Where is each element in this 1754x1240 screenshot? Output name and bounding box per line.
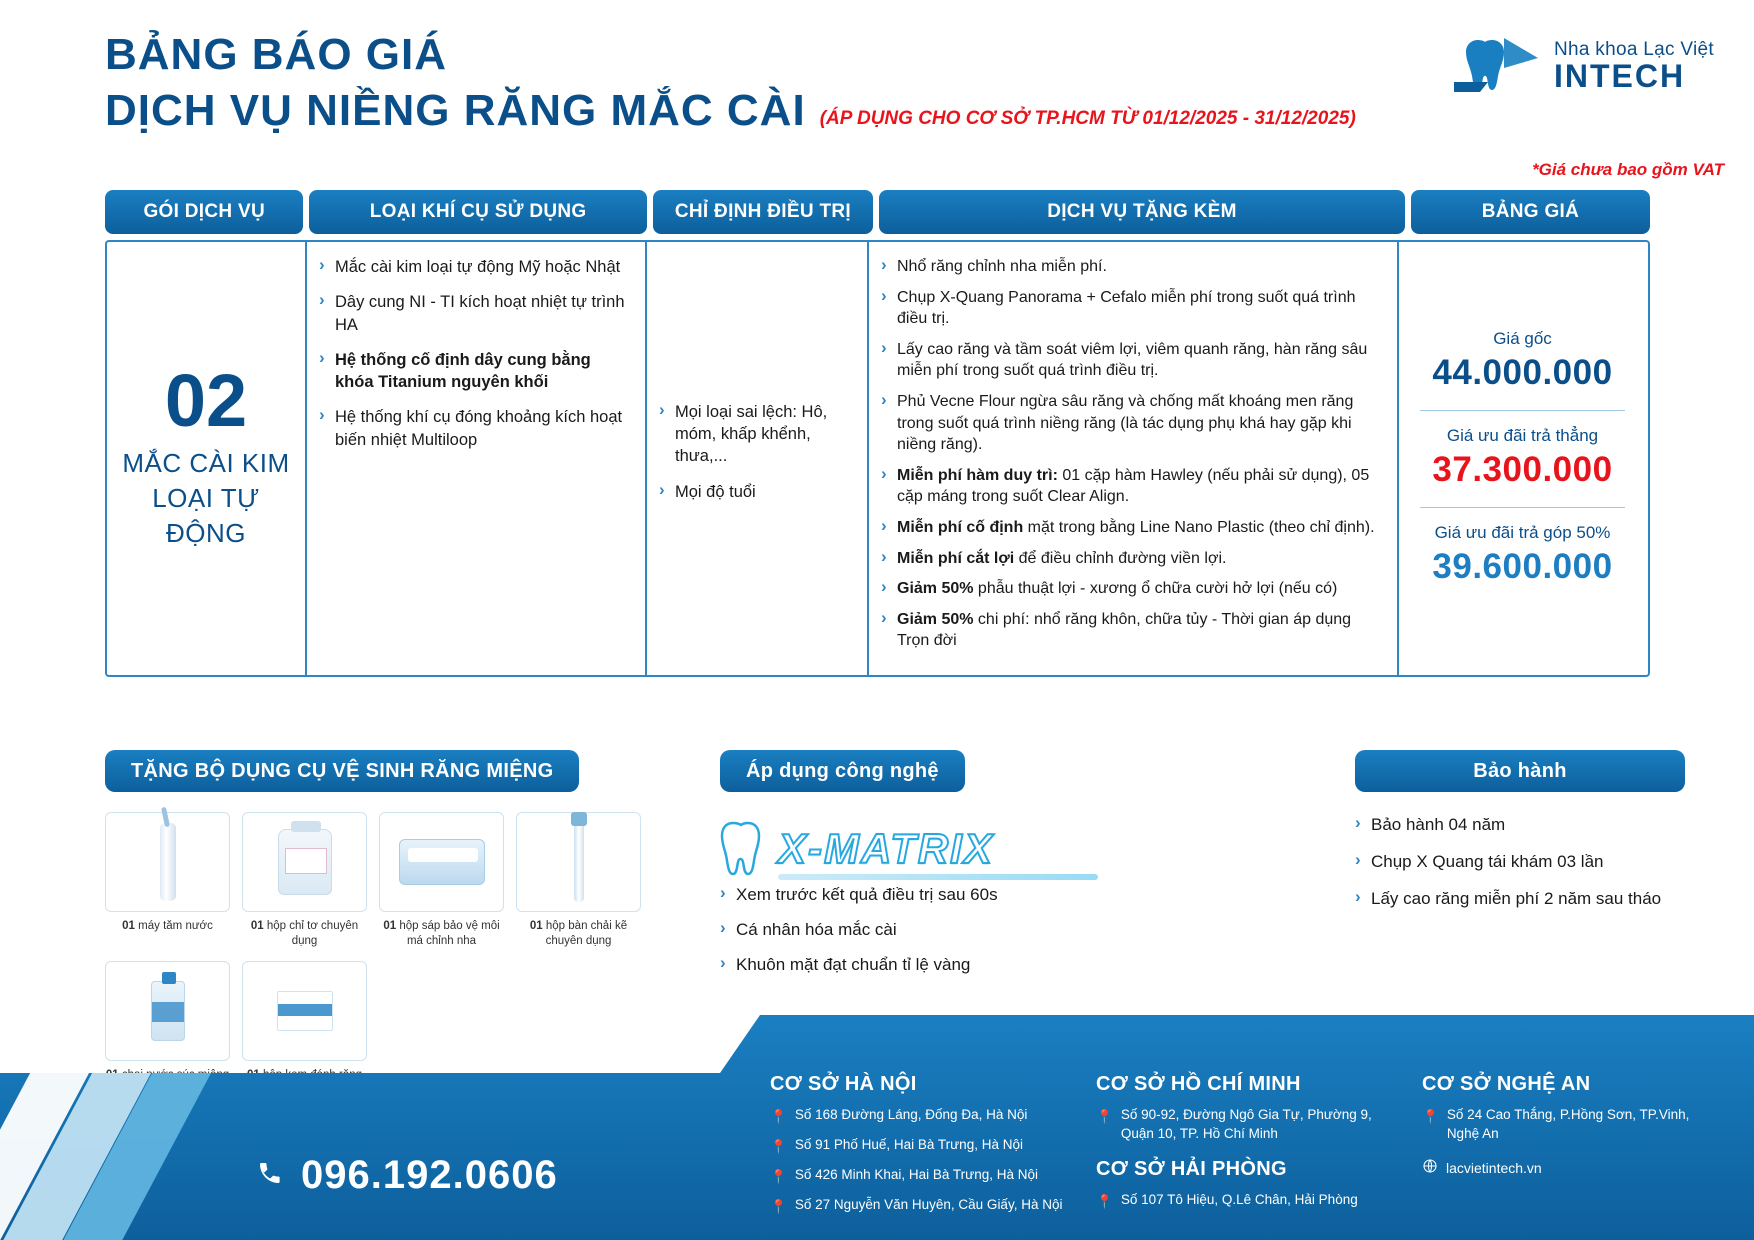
item-qty: 01 bbox=[529, 920, 543, 932]
hygiene-kit-grid bbox=[105, 812, 665, 1098]
mouthwash-bottle-icon bbox=[105, 961, 230, 1061]
list-item: 📍 Số 91 Phố Huế, Hai Bà Trưng, Hà Nội bbox=[770, 1136, 1070, 1157]
list-item: › Miễn phí cố định mặt trong bằng Line Nano Plastic (theo chỉ định). bbox=[881, 517, 1385, 539]
list-item bbox=[105, 812, 230, 949]
branch-title: CƠ SỞ HẢI PHÒNG bbox=[1096, 1158, 1287, 1181]
column-header-package: GÓI DỊCH VỤ bbox=[105, 190, 303, 234]
list-item: › Dây cung NI - TI kích hoạt nhiệt tự trình HA bbox=[319, 291, 633, 336]
logo-brand-name: INTECH bbox=[1553, 58, 1686, 95]
price-installment-label: Giá ưu đãi trả góp 50% bbox=[1434, 523, 1611, 543]
list-item: › Giảm 50% chi phí: nhổ răng khôn, chữa tủy - Thời gian áp dụng Trọn đời bbox=[881, 609, 1385, 652]
list-item: 📍 Số 27 Nguyễn Văn Huyên, Cầu Giấy, Hà Nội bbox=[770, 1196, 1070, 1217]
column-header-pricing: BẢNG GIÁ bbox=[1411, 190, 1650, 234]
cell-appliances bbox=[307, 242, 647, 675]
price-original-value: 44.000.000 bbox=[1432, 353, 1613, 393]
column-header-included-services: DỊCH VỤ TẶNG KÈM bbox=[879, 190, 1405, 234]
list-item: › Lấy cao răng và tầm soát viêm lợi, viêm quanh răng, hàn răng sâu miễn phí trong suốt quá trình điều trị. bbox=[881, 339, 1385, 382]
branch-nghean bbox=[1422, 1073, 1722, 1226]
pin-icon: 📍 bbox=[770, 1169, 787, 1185]
warranty-list bbox=[1355, 814, 1685, 911]
technology-list bbox=[720, 884, 1190, 977]
pin-icon: 📍 bbox=[770, 1199, 787, 1215]
floss-jar-icon bbox=[242, 812, 367, 912]
footer-branches bbox=[770, 1073, 1730, 1226]
list-item: 📍 Số 90-92, Đường Ngô Gia Tự, Phường 9, Quận 10, TP. Hồ Chí Minh bbox=[1096, 1107, 1372, 1142]
branch-hcm-haiphong bbox=[1096, 1073, 1396, 1226]
list-item: › Lấy cao răng miễn phí 2 năm sau tháo bbox=[1355, 888, 1685, 911]
list-item: › Mọi loại sai lệch: Hô, móm, khấp khểnh, thưa,... bbox=[659, 401, 855, 468]
list-item: › Hệ thống khí cụ đóng khoảng kích hoạt biến nhiệt Multiloop bbox=[319, 406, 633, 451]
list-item: › Bảo hành 04 năm bbox=[1355, 814, 1685, 837]
tooth-icon bbox=[720, 820, 772, 878]
branch-hanoi bbox=[770, 1073, 1070, 1226]
list-item: 📍 Số 107 Tô Hiệu, Q.Lê Chân, Hải Phòng bbox=[1096, 1191, 1396, 1212]
item-name: hộp bàn chải kẽ chuyên dụng bbox=[545, 920, 628, 947]
cell-included-services bbox=[869, 242, 1399, 675]
list-item bbox=[379, 812, 504, 949]
divider bbox=[1420, 410, 1625, 411]
column-header-indications: CHỈ ĐỊNH ĐIỀU TRỊ bbox=[653, 190, 873, 234]
pin-icon: 📍 bbox=[1422, 1109, 1439, 1125]
indication-list bbox=[659, 401, 855, 516]
item-name: hộp chỉ tơ chuyên dụng bbox=[266, 920, 359, 947]
pin-icon: 📍 bbox=[770, 1109, 787, 1125]
logo-company-name: Nha khoa Lạc Việt bbox=[1553, 39, 1714, 61]
price-original-label: Giá gốc bbox=[1493, 329, 1552, 349]
list-item: › Mắc cài kim loại tự động Mỹ hoặc Nhật bbox=[319, 256, 633, 278]
tooth-logo-icon bbox=[1452, 36, 1544, 98]
title-block bbox=[105, 30, 1356, 136]
pin-icon: 📍 bbox=[1096, 1109, 1113, 1125]
list-item: › Miễn phí hàm duy trì: 01 cặp hàm Hawley (nếu phải sử dụng), 05 cặp máng trong suốt Clear Align. bbox=[881, 465, 1385, 508]
package-number: 02 bbox=[164, 358, 248, 442]
list-item: › Chụp X Quang tái khám 03 lần bbox=[1355, 851, 1685, 874]
page-subtitle: DỊCH VỤ NIỀNG RĂNG MẮC CÀI bbox=[105, 86, 806, 135]
warranty-title: Bảo hành bbox=[1355, 750, 1685, 792]
poster-header bbox=[0, 0, 1754, 190]
cell-pricing bbox=[1399, 242, 1646, 675]
included-services-list bbox=[881, 256, 1385, 652]
website-text: lacvietintech.vn bbox=[1446, 1159, 1542, 1176]
price-table bbox=[105, 190, 1650, 677]
price-direct-value: 37.300.000 bbox=[1432, 450, 1613, 490]
list-item: › Phủ Vecne Flour ngừa sâu răng và chống mất khoáng men răng trong suốt quá trình niềng răng (là tác dụng phụ khá hay gặp khi niềng răng). bbox=[881, 391, 1385, 456]
branch-title: CƠ SỞ HÀ NỘI bbox=[770, 1073, 917, 1096]
list-item: › Nhổ răng chỉnh nha miễn phí. bbox=[881, 256, 1385, 278]
divider bbox=[1420, 507, 1625, 508]
wax-case-icon bbox=[379, 812, 504, 912]
list-item: 📍 Số 426 Minh Khai, Hai Bà Trưng, Hà Nội bbox=[770, 1166, 1070, 1187]
table-header-row bbox=[105, 190, 1650, 234]
price-direct-label: Giá ưu đãi trả thẳng bbox=[1446, 426, 1599, 446]
toothpaste-icon bbox=[242, 961, 367, 1061]
list-item: › Chụp X-Quang Panorama + Cefalo miễn phí trong suốt quá trình điều trị. bbox=[881, 287, 1385, 330]
xmatrix-wordmark: X-MATRIX bbox=[778, 825, 994, 872]
hygiene-kit-title: TẶNG BỘ DỤNG CỤ VỆ SINH RĂNG MIỆNG bbox=[105, 750, 579, 792]
list-item: › Mọi độ tuổi bbox=[659, 481, 855, 503]
list-item: › Cá nhân hóa mắc cài bbox=[720, 919, 1190, 942]
xmatrix-logo bbox=[720, 814, 1140, 884]
contact-phone[interactable] bbox=[255, 1153, 558, 1198]
appliance-list bbox=[319, 256, 633, 451]
globe-icon bbox=[1422, 1158, 1438, 1177]
list-item: › Giảm 50% phẫu thuật lợi - xương ổ chữa cười hở lợi (nếu có) bbox=[881, 578, 1385, 600]
list-item: 📍 Số 24 Cao Thắng, P.Hồng Sơn, TP.Vinh, Nghệ An bbox=[1422, 1107, 1690, 1142]
website-link[interactable] bbox=[1422, 1158, 1722, 1177]
pin-icon: 📍 bbox=[1096, 1194, 1113, 1210]
warranty-section bbox=[1355, 750, 1685, 925]
validity-note: (ÁP DỤNG CHO CƠ SỞ TP.HCM TỪ 01/12/2025 - 31/12/2025) bbox=[819, 108, 1356, 129]
item-qty: 01 bbox=[250, 920, 264, 932]
item-name: hộp sáp bảo vệ môi má chỉnh nha bbox=[399, 920, 500, 947]
table-row bbox=[105, 240, 1650, 677]
list-item: › Xem trước kết quả điều trị sau 60s bbox=[720, 884, 1190, 907]
list-item bbox=[242, 812, 367, 949]
item-qty: 01 bbox=[122, 920, 135, 932]
interdental-brush-icon bbox=[516, 812, 641, 912]
item-qty: 01 bbox=[383, 920, 397, 932]
technology-title: Áp dụng công nghệ bbox=[720, 750, 965, 792]
page-title: BẢNG BÁO GIÁ bbox=[105, 30, 447, 79]
phone-icon bbox=[255, 1158, 285, 1193]
list-item: › Hệ thống cố định dây cung bằng khóa Titanium nguyên khối bbox=[319, 349, 633, 394]
list-item: › Miễn phí cắt lợi để điều chỉnh đường viền lợi. bbox=[881, 548, 1385, 570]
branch-title: CƠ SỞ NGHỆ AN bbox=[1422, 1073, 1591, 1096]
footer-left bbox=[0, 1073, 760, 1240]
list-item: › Khuôn mặt đạt chuẩn tỉ lệ vàng bbox=[720, 954, 1190, 977]
package-name: MẮC CÀI KIM LOẠI TỰ ĐỘNG bbox=[122, 447, 290, 549]
vat-note: *Giá chưa bao gồm VAT bbox=[1532, 160, 1724, 179]
price-installment-value: 39.600.000 bbox=[1432, 547, 1613, 587]
branch-title: CƠ SỞ HỒ CHÍ MINH bbox=[1096, 1073, 1301, 1096]
phone-number: 096.192.0606 bbox=[301, 1153, 558, 1197]
water-flosser-icon bbox=[105, 812, 230, 912]
technology-section bbox=[720, 750, 1190, 989]
hygiene-kit-section bbox=[105, 750, 705, 1098]
item-name: máy tăm nước bbox=[138, 920, 213, 932]
pin-icon: 📍 bbox=[770, 1139, 787, 1155]
brand-logo bbox=[1452, 36, 1714, 98]
list-item bbox=[516, 812, 641, 949]
list-item: 📍 Số 168 Đường Láng, Đống Đa, Hà Nội bbox=[770, 1106, 1070, 1127]
cell-indications bbox=[647, 242, 869, 675]
column-header-appliances: LOẠI KHÍ CỤ SỬ DỤNG bbox=[309, 190, 646, 234]
cell-package bbox=[107, 242, 307, 675]
